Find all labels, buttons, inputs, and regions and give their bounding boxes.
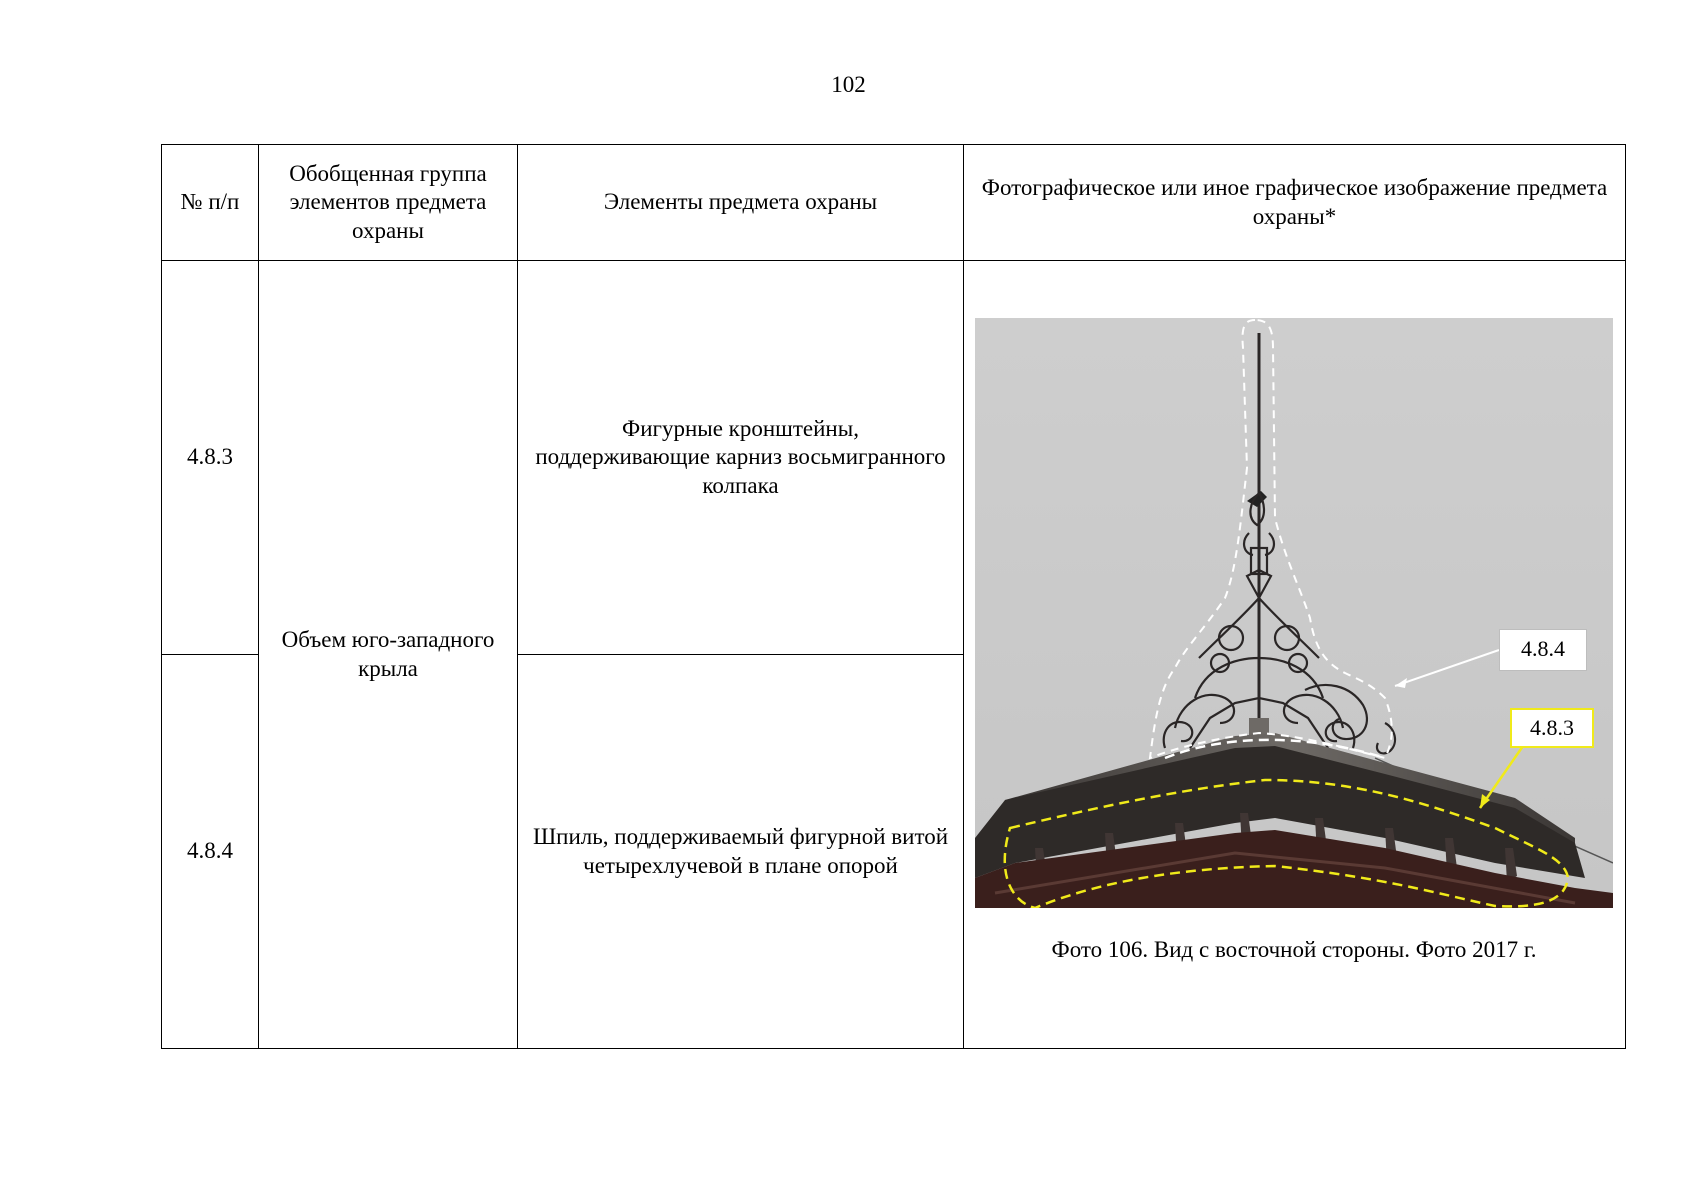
row-number: 4.8.4 <box>162 655 259 1049</box>
heritage-elements-table <box>161 144 1626 1049</box>
header-group: Обобщенная группа элементов предмета охраны <box>259 145 518 261</box>
table-header-row <box>162 145 1626 261</box>
page-number: 102 <box>831 72 866 97</box>
row-group: Объем юго-западного крыла <box>259 261 518 1049</box>
tower-photo-drawing <box>975 318 1613 908</box>
callout-label-884: 4.8.4 <box>1499 629 1587 671</box>
photo-caption: Фото 106. Вид с восточной стороны. Фото 2017 г. <box>1051 937 1537 962</box>
header-photo: Фотографическое или иное графическое изображение предмета охраны* <box>964 145 1626 261</box>
header-number: № п/п <box>162 145 259 261</box>
row-element: Шпиль, поддерживаемый фигурной витой четырехлучевой в плане опорой <box>518 655 964 1049</box>
header-elements: Элементы предмета охраны <box>518 145 964 261</box>
row-element: Фигурные кронштейны, поддерживающие карниз восьмигранного колпака <box>518 261 964 655</box>
photo-cell <box>964 261 1626 1049</box>
table-row <box>162 261 1626 655</box>
callout-label-883: 4.8.3 <box>1510 708 1594 748</box>
tower-photo <box>975 318 1613 908</box>
row-number: 4.8.3 <box>162 261 259 655</box>
